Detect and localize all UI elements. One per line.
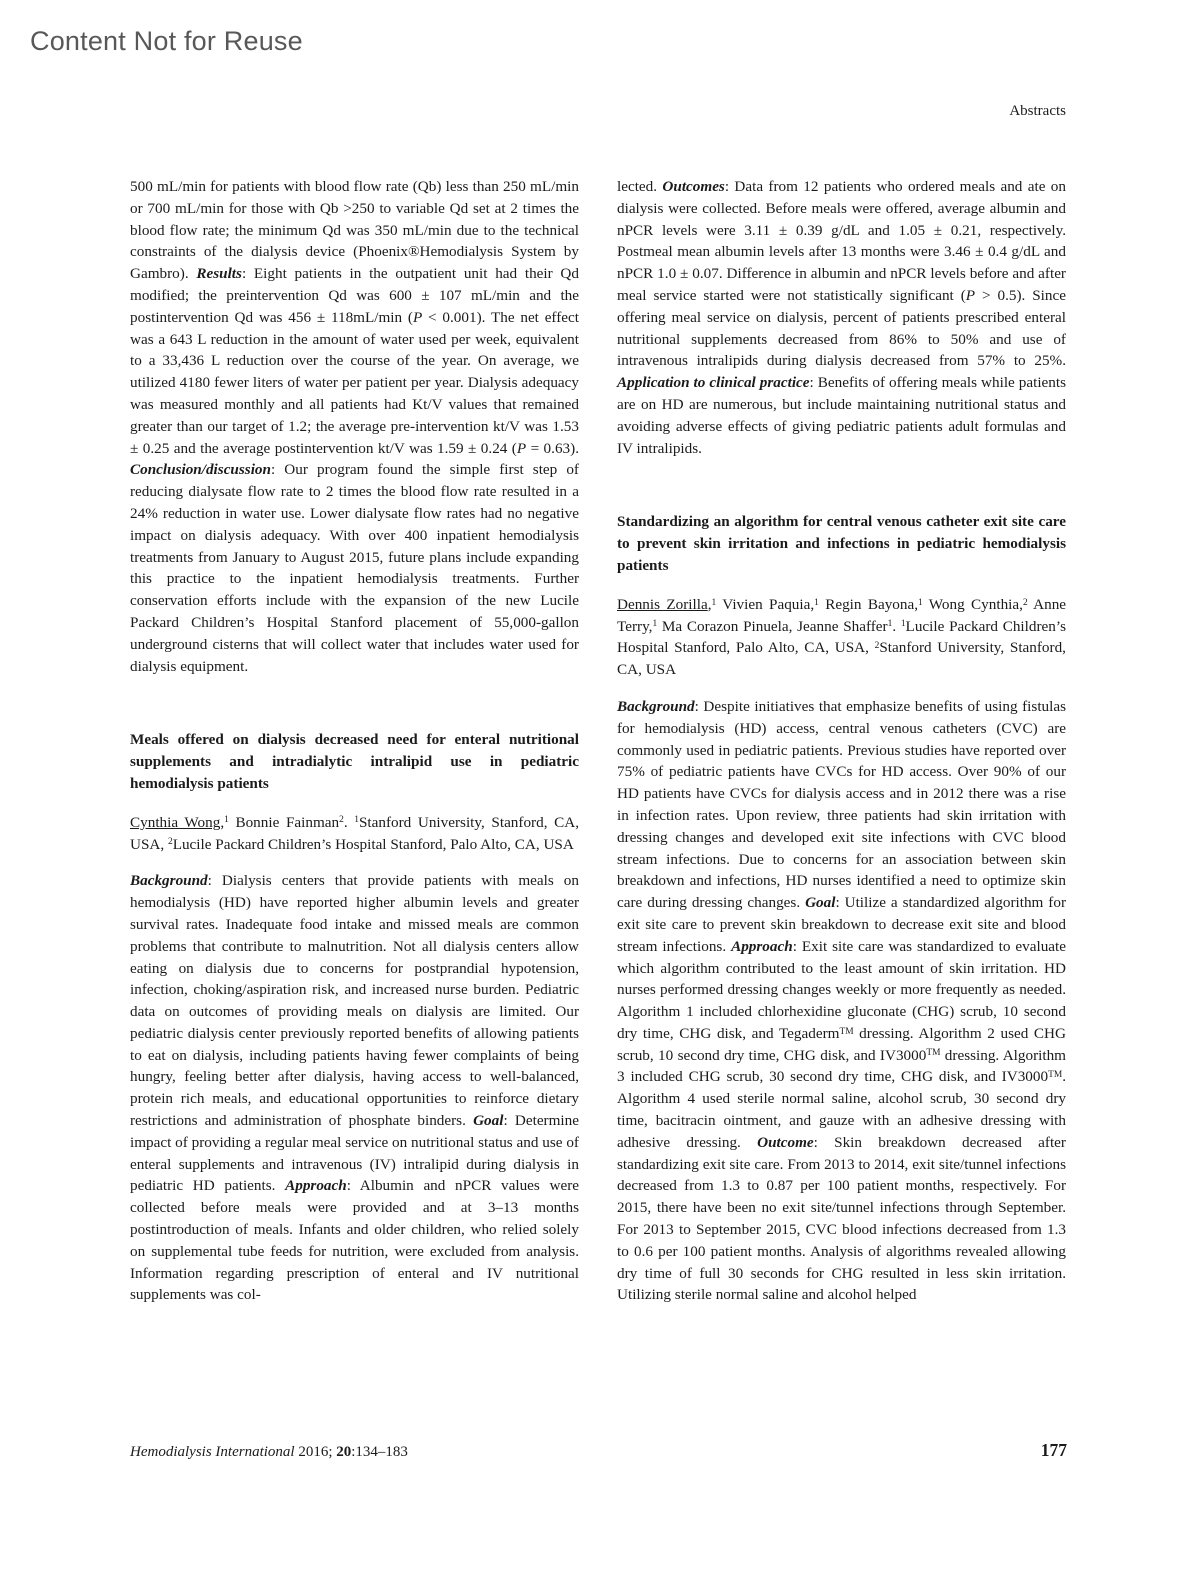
journal-name: Hemodialysis International [130, 1444, 295, 1460]
superscript: TM [926, 1048, 941, 1059]
text-run: P [965, 286, 976, 304]
text-run: Dennis Zorilla [617, 595, 708, 613]
text-run: : Data from 12 patients who ordered meals and ate on dialysis were collected. Before meals were offered, average albumin and nPCR levels were 3.11 ± 0.39 g/dL and 1.05 ± 0.21, respectively. Postmeal mean albumin levels after 13 months were 3.46 ± 0.4 g/dL and nPCR 1.0 ± 0.07. Difference in albumin and nPCR levels before and after meal service started were not statistically significant ( [617, 178, 1066, 304]
text-run: , [707, 595, 712, 613]
text-run: Bonnie Fainman [228, 813, 340, 831]
paragraph [130, 176, 579, 677]
text-run: : Utilize a standardized algorithm for exit site care to prevent skin breakdown to decrease exit site and blood stream infections. [617, 894, 1066, 955]
page-footer [130, 1440, 1067, 1461]
footer-volume: 20 [336, 1444, 352, 1460]
text-run: Regin Bayona, [818, 595, 919, 613]
page-number: 177 [1040, 1440, 1067, 1460]
superscript: 2 [167, 837, 173, 848]
text-run: Goal [473, 1112, 504, 1130]
superscript: 2 [1022, 597, 1028, 608]
text-run: dressing. Algorithm 2 used CHG scrub, 10 second dry time, CHG disk, and IV3000 [617, 1024, 1066, 1064]
text-run: Conclusion/discussion [130, 461, 271, 479]
text-run: : Dialysis centers that provide patients with meals on hemodialysis (HD) have reported higher albumin levels and greater survival rates. Inadequate food intake and missed meals are common problems that contribute to malnutrition. Not all dialysis centers allow eating on dialysis due to concerns for postprandial hypotension, infection, choking/aspiration risk, and increased nurse burden. Pediatric data on outcomes of providing meals on dialysis are limited. Our pediatric dialysis center previously reported benefits of allowing patients to eat on dialysis, including patients having fewer complaints of being hungry, feeling better after dialysis, having access to well-balanced, protein rich meals, and educational opportunities to reinforce dietary restrictions and administration of phosphate binders. [130, 872, 579, 1130]
text-run: : Albumin and nPCR values were collected before meals were provided and at 3–13 months postintroduction of meals. Infants and older children, who relied solely on supplemental tube feeds for nutrition, were excluded from analysis. Information regarding prescription of enteral and IV nutritional supplements was col- [130, 1177, 579, 1304]
text-run: : Exit site care was standardized to evaluate which algorithm contributed to the least amount of skin irritation. HD nurses performed dressing changes weekly or more frequently as needed. Algorithm 1 included chlorhexidine gluconate (CHG) scrub, 10 second dry time, CHG disk, and Tegaderm [617, 937, 1066, 1042]
authors-line [130, 812, 579, 856]
superscript: TM [1048, 1070, 1063, 1081]
text-run: Outcome [757, 1133, 814, 1151]
text-run: P [412, 308, 423, 326]
footer-year: 2016; [294, 1444, 337, 1460]
text-run: Stanford University, Stanford, CA, USA [617, 639, 1066, 679]
text-run: 500 mL/min for patients with blood flow rate (Qb) less than 250 mL/min or 700 mL/min for those with Qb >250 to variable Qd set at 2 times the blood flow rate; the minimum Qd was 350 mL/min due to the technical constraints of the dialysis device (Phoenix®Hemodialysis System by Gambro). [130, 178, 579, 283]
text-run: lected. [617, 178, 663, 195]
text-run: Stanford University, Stanford, CA, USA, [130, 813, 580, 853]
text-run: : Benefits of offering meals while patients are on HD are numerous, but include maintaining nutritional status and avoiding adverse effects of giving pediatric patients adult formulas and IV intralipids. [617, 374, 1066, 457]
text-run: : Eight patients in the outpatient unit had their Qd modified; the preintervention Qd was 600 ± 107 mL/min and the postintervention Qd was 456 ± 118mL/min ( [130, 265, 579, 326]
text-run: Anne Terry, [617, 595, 1066, 635]
text-run: > 0.5). Since offering meal service on dialysis, percent of patients prescribed enteral nutritional supplements decreased from 86% to 50% and use of intravenous intralipids during dialysis decreased from 57% to 25%. [617, 286, 1066, 370]
superscript: 2 [874, 641, 880, 652]
paragraph [130, 870, 579, 1306]
superscript: 1 [887, 619, 893, 630]
superscript: 2 [339, 815, 344, 826]
text-run: P [516, 439, 527, 457]
text-run: Ma Corazon Pinuela, Jeanne Shaffer [657, 617, 888, 635]
text-run: Background [130, 872, 208, 890]
superscript: 1 [814, 597, 819, 608]
right-column [617, 176, 1066, 1428]
text-run: Lucile Packard Children’s Hospital Stanford, Palo Alto, CA, USA [172, 835, 574, 853]
superscript: 1 [652, 619, 658, 630]
text-run: dressing. Algorithm 3 included CHG scrub, 30 second dry time, CHG disk, and IV3000 [617, 1046, 1066, 1086]
two-column-layout [130, 176, 1066, 1428]
text-run: Cynthia Wong [130, 813, 221, 831]
text-run: < 0.001). The net effect was a 643 L reduction in the amount of water used per week, equivalent to a 33,436 L reduction over the course of the year. On average, we utilized 4180 fewer liters of water per patient per year. Dialysis adequacy was measured monthly and all patients had Kt/V values that remained greater than our target of 1.2; the average pre-intervention kt/V was 1.53 ± 0.25 and the average postintervention kt/V was 1.59 ± 0.24 ( [130, 308, 579, 457]
superscript: 1 [711, 597, 717, 608]
text-run: Background [617, 697, 695, 715]
superscript: 1 [354, 815, 359, 826]
paragraph [617, 176, 1066, 459]
journal-citation [130, 1444, 408, 1461]
text-run: Standardizing an algorithm for central venous catheter exit site care to prevent skin irritation and infections in pediatric hemodialysis patients [617, 513, 1066, 574]
text-run: . [343, 813, 355, 831]
left-column [130, 176, 579, 1428]
text-run: Results [196, 265, 242, 283]
text-run: Approach [731, 937, 793, 955]
abstract-title [617, 511, 1066, 576]
text-run: . [892, 617, 901, 635]
text-run: = 0.63). [526, 439, 579, 457]
text-run: . Algorithm 4 used sterile normal saline, alcohol scrub, 30 second dry time, bacitracin ointment, and gauze with an adhesive dressing with adhesive dressing. [617, 1068, 1066, 1151]
text-run: : Determine impact of providing a regular meal service on nutritional status and use of enteral supplements and intravenous (IV) intralipid during dialysis in pediatric HD patients. [130, 1112, 579, 1195]
text-run: Outcomes [662, 178, 725, 195]
text-run: Lucile Packard Children’s Hospital Stanford, Palo Alto, CA, USA, [617, 617, 1066, 657]
text-run: Wong Cynthia, [922, 595, 1023, 613]
superscript: TM [839, 1026, 854, 1037]
superscript: 1 [900, 619, 906, 630]
text-run: : Our program found the simple first step of reducing dialysate flow rate to 2 times the blood flow rate resulted in a 24% reduction in water use. Lower dialysate flow rates had no negative impact on dialysis adequacy. With over 400 inpatient hemodialysis treatments from January to August 2015, future plans include expanding this practice to the inpatient hemodialysis treatments. Further conservation efforts include with the expansion of the new Lucile Packard Children’s Hospital Stanford placement of 55,000-gallon underground cisterns that will collect water that includes water used for dialysis equipment. [130, 461, 579, 675]
text-run: Vivien Paquia, [716, 595, 815, 613]
authors-line [617, 594, 1066, 681]
paragraph [617, 696, 1066, 1306]
text-run: Application to clinical practice [617, 374, 810, 392]
text-run: Approach [285, 1177, 347, 1195]
superscript: 1 [224, 815, 229, 826]
text-run: , [220, 813, 225, 831]
text-run: Meals offered on dialysis decreased need for enteral nutritional supplements and intradialytic intralipid use in pediatric hemodialysis patients [130, 731, 579, 792]
superscript: 1 [918, 597, 923, 608]
content-not-for-reuse-watermark: Content Not for Reuse [30, 26, 303, 56]
text-run: : Skin breakdown decreased after standardizing exit site care. From 2013 to 2014, exit site/tunnel infections decreased from 1.3 to 0.87 per 100 patient months, respectively. For 2015, there have been no exit site/tunnel infections through September. For 2013 to September 2015, CVC blood infections decreased from 1.3 to 0.6 per 100 patient months. Analysis of algorithms revealed allowing dry time of full 30 seconds for CHG resulted in less skin irritation. Utilizing sterile normal saline and alcohol helped [617, 1133, 1066, 1304]
abstract-title [130, 729, 579, 794]
text-run: : Despite initiatives that emphasize benefits of using fistulas for hemodialysis (HD) access, central venous catheters (CVC) are commonly used in pediatric patients. Previous studies have reported over 75% of pediatric patients have CVCs for HD access. Over 90% of our HD patients have CVCs for dialysis access and in 2012 there was a rise in infection rates. Upon review, three patients had skin irritation with dressing changes and developed exit site infections with CVC blood stream infections. Due to concerns for an association between skin breakdown and infections, HD nurses identified a need to optimize skin care during dressing changes. [617, 697, 1066, 912]
text-run: Goal [805, 894, 836, 912]
running-head: Abstracts [1009, 103, 1066, 119]
footer-pages: :134–183 [351, 1444, 408, 1460]
